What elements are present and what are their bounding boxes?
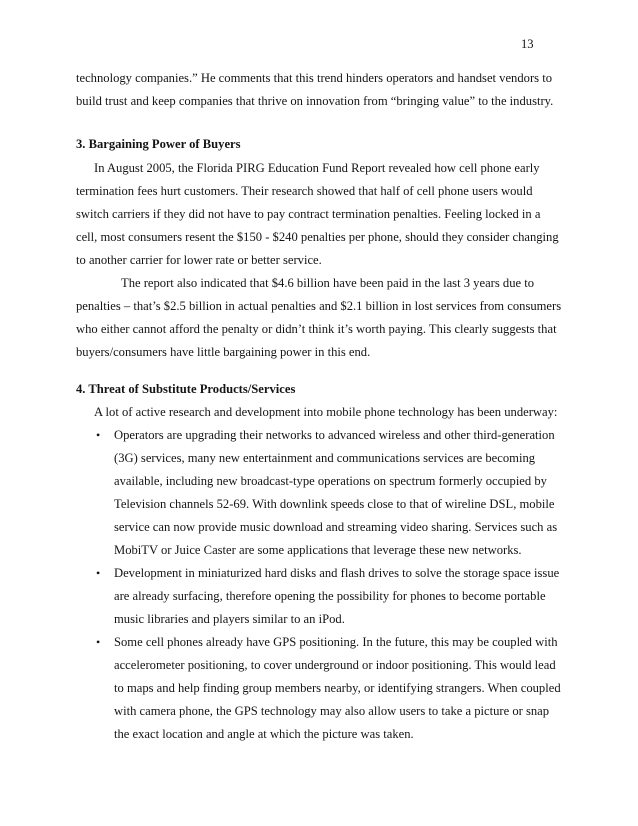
intro-line: technology companies.” He comments that this trend hinders operators and handset vendors to	[76, 71, 552, 85]
paragraph-line: cell, most consumers resent the $150 - $240 penalties per phone, should they consider changing	[76, 230, 559, 244]
paragraph-line: In August 2005, the Florida PIRG Education Fund Report revealed how cell phone early	[94, 161, 540, 175]
paragraph-line: The report also indicated that $4.6 billion have been paid in the last 3 years due to	[121, 276, 535, 290]
bullet-line: (3G) services, many new entertainment and communications services are becoming	[114, 451, 536, 465]
bullet-line: accelerometer positioning, to cover underground or indoor positioning. This would lead	[114, 658, 556, 672]
bullet-line: the exact location and angle at which the picture was taken.	[114, 727, 414, 741]
page-number: 13	[521, 37, 534, 51]
bullet-line: Operators are upgrading their networks to advanced wireless and other third-generation	[114, 428, 555, 442]
bullet-line: Television channels 52-69. With downlink speeds close to that of wireline DSL, mobile	[114, 497, 555, 511]
section-heading: 3. Bargaining Power of Buyers	[76, 137, 241, 151]
bullet-icon: •	[96, 566, 101, 580]
paragraph-line: termination fees hurt customers. Their research showed that half of cell phone users would	[76, 184, 533, 198]
section-heading: 4. Threat of Substitute Products/Services	[76, 382, 296, 396]
paragraph-line: penalties – that’s $2.5 billion in actual penalties and $2.1 billion in lost services from consumers	[76, 299, 562, 313]
paragraph-line: to another carrier for lower rate or better service.	[76, 253, 322, 267]
bullet-line: are already surfacing, therefore opening the possibility for phones to become portable	[114, 589, 546, 603]
section-intro: A lot of active research and development into mobile phone technology has been underway:	[94, 405, 558, 419]
bullet-line: Development in miniaturized hard disks and flash drives to solve the storage space issue	[114, 566, 560, 580]
bullet-line: Some cell phones already have GPS positioning. In the future, this may be coupled with	[114, 635, 558, 649]
bullet-line: available, including new broadcast-type operations on spectrum formerly occupied by	[114, 474, 547, 488]
bullet-line: service can now provide music download and streaming video sharing. Services such as	[114, 520, 558, 534]
intro-line: build trust and keep companies that thrive on innovation from “bringing value” to the industry.	[76, 94, 554, 108]
bullet-line: to maps and help finding group members nearby, or identifying strangers. When coupled	[114, 681, 561, 695]
paragraph-line: buyers/consumers have little bargaining power in this end.	[76, 345, 371, 359]
paragraph-line: who either cannot afford the penalty or didn’t think it’s worth paying. This clearly suggests that	[76, 322, 557, 336]
paragraph-line: switch carriers if they did not have to pay contract termination penalties. Feeling locked in a	[76, 207, 541, 221]
bullet-icon: •	[96, 428, 101, 442]
bullet-icon: •	[96, 635, 101, 649]
bullet-line: music libraries and players similar to an iPod.	[114, 612, 345, 626]
bullet-line: with camera phone, the GPS technology may also allow users to take a picture or snap	[114, 704, 550, 718]
bullet-line: MobiTV or Juice Caster are some applications that leverage these new networks.	[114, 543, 522, 557]
